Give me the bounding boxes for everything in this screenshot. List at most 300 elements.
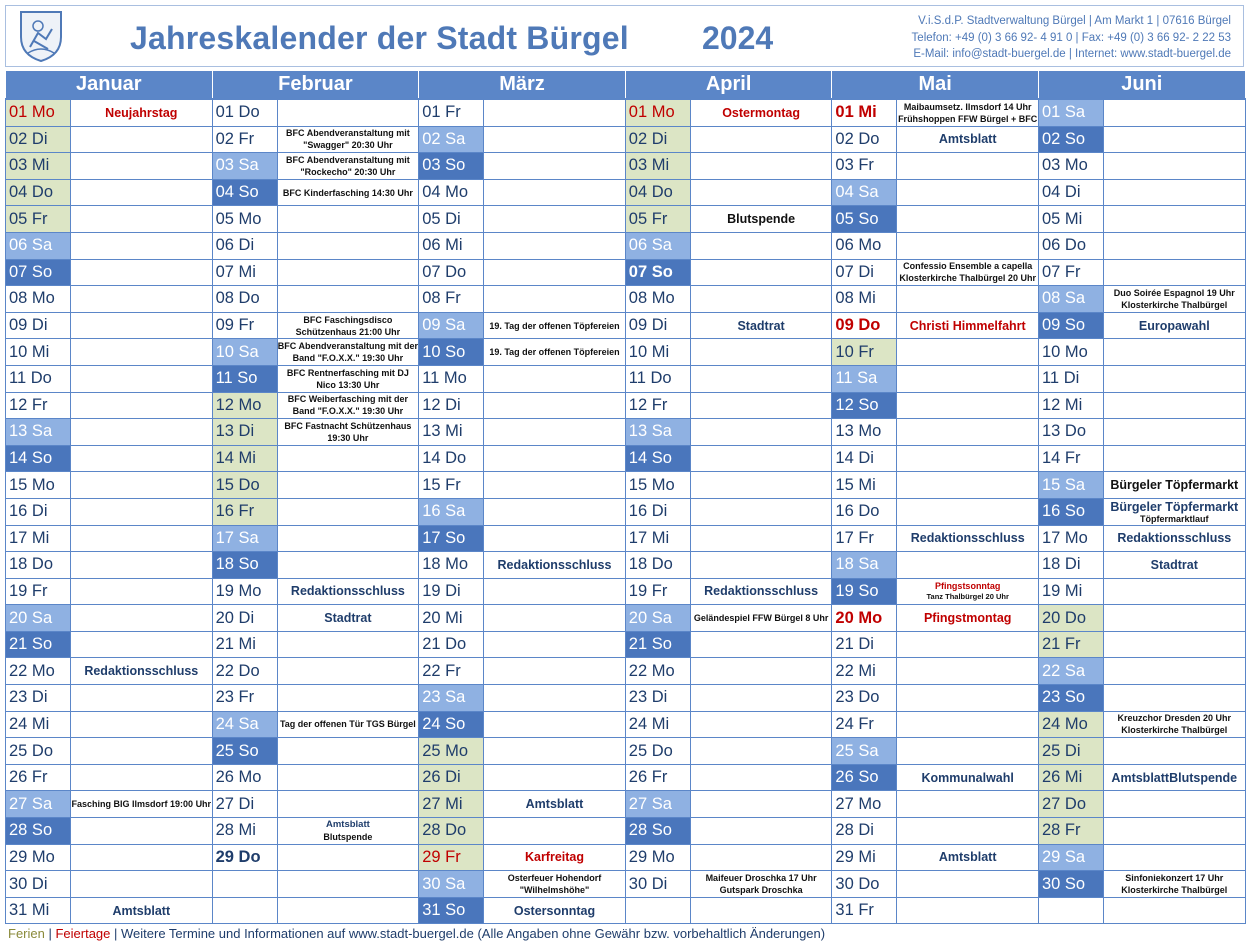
event-cell	[1103, 791, 1245, 818]
day-cell: 22 Mo	[625, 658, 690, 685]
event-cell: Confessio Ensemble a capella Klosterkirche Thalbürgel 20 Uhr	[897, 259, 1039, 286]
day-cell: 14 So	[6, 445, 71, 472]
day-cell: 20 Mi	[419, 605, 484, 632]
day-cell	[212, 897, 277, 924]
day-cell: 10 Fr	[832, 339, 897, 366]
event-cell	[897, 631, 1039, 658]
day-cell: 20 Mo	[832, 605, 897, 632]
day-row	[6, 206, 1246, 233]
footer-legend	[8, 926, 825, 941]
event-cell	[484, 472, 626, 499]
day-row	[6, 552, 1246, 579]
day-cell: 19 Mi	[1038, 578, 1103, 605]
day-cell: 17 Mo	[1038, 525, 1103, 552]
event-cell	[1103, 153, 1245, 180]
day-cell: 12 Fr	[6, 392, 71, 419]
event-cell	[71, 392, 213, 419]
day-cell: 07 Di	[832, 259, 897, 286]
event-cell	[1103, 206, 1245, 233]
event-cell: Ostermontag	[690, 99, 832, 126]
day-cell: 18 Do	[625, 552, 690, 579]
day-cell: 24 Mo	[1038, 711, 1103, 738]
town-crest-icon	[16, 9, 66, 63]
day-cell: 15 Mo	[625, 472, 690, 499]
event-cell	[71, 339, 213, 366]
event-cell	[690, 738, 832, 765]
day-cell: 25 Di	[1038, 738, 1103, 765]
event-cell: Blutspende	[690, 206, 832, 233]
day-cell: 03 Mo	[1038, 153, 1103, 180]
day-cell: 29 Mo	[625, 844, 690, 871]
event-cell	[71, 472, 213, 499]
day-row	[6, 631, 1246, 658]
day-cell: 01 Mo	[625, 99, 690, 126]
event-cell	[484, 286, 626, 313]
day-cell: 21 Do	[419, 631, 484, 658]
event-cell: Pfingstmontag	[897, 605, 1039, 632]
day-cell: 11 So	[212, 365, 277, 392]
day-cell: 02 Sa	[419, 126, 484, 153]
day-cell: 22 Fr	[419, 658, 484, 685]
event-cell	[71, 126, 213, 153]
event-cell	[1103, 685, 1245, 712]
day-cell: 07 Do	[419, 259, 484, 286]
day-cell: 04 Sa	[832, 179, 897, 206]
event-cell	[71, 153, 213, 180]
day-cell: 09 So	[1038, 312, 1103, 339]
day-cell: 05 Di	[419, 206, 484, 233]
day-row	[6, 685, 1246, 712]
event-cell	[71, 764, 213, 791]
day-cell: 04 So	[212, 179, 277, 206]
event-cell	[1103, 738, 1245, 765]
day-row	[6, 312, 1246, 339]
event-cell: Tag der offenen Tür TGS Bürgel	[277, 711, 419, 738]
event-cell: Duo Soirée Espagnol 19 Uhr Klosterkirche Thalbürgel	[1103, 286, 1245, 313]
event-cell: 19. Tag der offenen Töpfereien	[484, 339, 626, 366]
day-cell: 26 Fr	[6, 764, 71, 791]
day-cell: 15 Mi	[832, 472, 897, 499]
month-header-6: Juni	[1038, 71, 1245, 100]
event-cell	[1103, 179, 1245, 206]
event-cell: BFC Rentnerfasching mit DJ Nico 13:30 Uhr	[277, 365, 419, 392]
event-cell	[277, 818, 419, 845]
event-cell: BFC Abendveranstaltung mit "Swagger" 20:30 Uhr	[277, 126, 419, 153]
event-cell	[897, 445, 1039, 472]
event-cell	[897, 685, 1039, 712]
day-cell: 16 Do	[832, 498, 897, 525]
day-cell: 17 Sa	[212, 525, 277, 552]
day-cell: 16 Fr	[212, 498, 277, 525]
day-cell: 08 Mi	[832, 286, 897, 313]
event-cell: BFC Fastnacht Schützenhaus 19:30 Uhr	[277, 419, 419, 446]
event-cell	[277, 286, 419, 313]
day-row	[6, 259, 1246, 286]
day-row	[6, 99, 1246, 126]
day-cell: 12 Mi	[1038, 392, 1103, 419]
day-cell: 05 Fr	[625, 206, 690, 233]
day-cell: 27 Sa	[625, 791, 690, 818]
event-cell: Stadtrat	[1103, 552, 1245, 579]
event-cell	[897, 206, 1039, 233]
day-cell: 15 Fr	[419, 472, 484, 499]
event-cell	[277, 897, 419, 924]
day-cell	[212, 871, 277, 898]
event-cell: Bürgeler Töpfermarkt	[1103, 472, 1245, 499]
event-cell	[71, 365, 213, 392]
event-cell: Amtsblatt	[897, 126, 1039, 153]
day-cell: 01 Do	[212, 99, 277, 126]
day-cell: 19 Mo	[212, 578, 277, 605]
day-cell: 21 Fr	[1038, 631, 1103, 658]
contact-line-phone: Telefon: +49 (0) 3 66 92- 4 91 0 | Fax: +49 (0) 3 66 92- 2 22 53	[911, 31, 1231, 44]
day-cell: 31 So	[419, 897, 484, 924]
event-cell	[277, 631, 419, 658]
event-cell	[1103, 631, 1245, 658]
day-cell: 25 Mo	[419, 738, 484, 765]
day-cell: 01 Fr	[419, 99, 484, 126]
event-cell	[1103, 419, 1245, 446]
event-cell	[1103, 339, 1245, 366]
event-cell	[277, 472, 419, 499]
event-cell	[690, 552, 832, 579]
event-cell	[690, 179, 832, 206]
day-row	[6, 658, 1246, 685]
day-cell: 23 So	[1038, 685, 1103, 712]
event-cell	[897, 286, 1039, 313]
event-cell	[71, 498, 213, 525]
event-cell	[484, 259, 626, 286]
day-cell: 03 Sa	[212, 153, 277, 180]
day-cell: 03 Fr	[832, 153, 897, 180]
event-cell	[897, 791, 1039, 818]
day-cell: 15 Do	[212, 472, 277, 499]
event-cell: Redaktionsschluss	[484, 552, 626, 579]
day-row	[6, 525, 1246, 552]
day-row	[6, 339, 1246, 366]
event-cell	[484, 631, 626, 658]
day-cell: 09 Do	[832, 312, 897, 339]
event-cell	[897, 153, 1039, 180]
day-cell: 24 So	[419, 711, 484, 738]
day-cell: 14 Mi	[212, 445, 277, 472]
day-cell: 08 Mo	[6, 286, 71, 313]
day-cell: 13 Sa	[625, 419, 690, 446]
day-cell: 17 Mi	[6, 525, 71, 552]
event-cell	[1103, 897, 1245, 924]
day-row	[6, 472, 1246, 499]
day-cell: 24 Mi	[625, 711, 690, 738]
event-cell	[71, 286, 213, 313]
event-cell	[277, 871, 419, 898]
day-row	[6, 764, 1246, 791]
day-row	[6, 738, 1246, 765]
day-cell: 14 Do	[419, 445, 484, 472]
event-cell	[71, 818, 213, 845]
event-cell	[277, 764, 419, 791]
event-cell	[690, 764, 832, 791]
event-subtitle: Blutspende	[323, 831, 373, 842]
day-cell: 29 Do	[212, 844, 277, 871]
event-cell	[897, 419, 1039, 446]
event-cell: Maifeuer Droschka 17 Uhr Gutspark Droschka	[690, 871, 832, 898]
day-cell: 16 Di	[6, 498, 71, 525]
day-cell: 01 Sa	[1038, 99, 1103, 126]
day-cell: 10 Mi	[625, 339, 690, 366]
day-cell: 13 Mo	[832, 419, 897, 446]
day-cell: 03 Mi	[625, 153, 690, 180]
day-cell: 05 So	[832, 206, 897, 233]
event-cell	[897, 658, 1039, 685]
event-cell: BFC Abendveranstaltung mit der Band "F.O.X.X." 19:30 Uhr	[277, 339, 419, 366]
day-cell: 21 Di	[832, 631, 897, 658]
day-cell: 23 Di	[625, 685, 690, 712]
day-row	[6, 605, 1246, 632]
legend-feiertage: Feiertage	[55, 926, 111, 941]
event-cell	[484, 365, 626, 392]
day-row	[6, 419, 1246, 446]
day-cell: 18 Mo	[419, 552, 484, 579]
day-row	[6, 392, 1246, 419]
event-cell	[897, 472, 1039, 499]
event-cell	[690, 844, 832, 871]
event-cell	[71, 631, 213, 658]
event-cell: Amtsblatt	[484, 791, 626, 818]
day-cell: 27 Mi	[419, 791, 484, 818]
event-cell	[484, 764, 626, 791]
day-cell: 22 Sa	[1038, 658, 1103, 685]
event-cell	[277, 498, 419, 525]
event-cell: Christi Himmelfahrt	[897, 312, 1039, 339]
event-cell	[690, 259, 832, 286]
day-cell: 07 Mi	[212, 259, 277, 286]
event-cell	[277, 99, 419, 126]
event-cell	[484, 153, 626, 180]
day-cell: 06 Sa	[6, 232, 71, 259]
event-cell	[690, 392, 832, 419]
day-cell: 19 Di	[419, 578, 484, 605]
event-cell	[277, 738, 419, 765]
day-cell: 29 Fr	[419, 844, 484, 871]
event-cell: Amtsblatt	[71, 897, 213, 924]
event-cell	[897, 232, 1039, 259]
day-cell: 30 Di	[625, 871, 690, 898]
event-cell	[71, 525, 213, 552]
day-cell: 11 Sa	[832, 365, 897, 392]
event-cell	[71, 578, 213, 605]
event-cell: Maibaumsetz. Ilmsdorf 14 Uhr Frühshoppen FFW Bürgel + BFC	[897, 99, 1039, 126]
event-cell	[71, 605, 213, 632]
event-cell	[897, 578, 1039, 605]
day-cell: 03 So	[419, 153, 484, 180]
event-cell: Europawahl	[1103, 312, 1245, 339]
day-row	[6, 445, 1246, 472]
day-cell: 01 Mi	[832, 99, 897, 126]
day-cell: 12 Di	[419, 392, 484, 419]
day-cell: 10 Mo	[1038, 339, 1103, 366]
contact-info	[912, 13, 1231, 63]
event-cell: 19. Tag der offenen Töpfereien	[484, 312, 626, 339]
day-cell: 08 Sa	[1038, 286, 1103, 313]
event-cell	[277, 791, 419, 818]
event-cell	[71, 419, 213, 446]
event-cell: Sinfoniekonzert 17 Uhr Klosterkirche Thalbürgel	[1103, 871, 1245, 898]
day-cell: 05 Mo	[212, 206, 277, 233]
event-cell: Redaktionsschluss	[1103, 525, 1245, 552]
event-cell: Stadtrat	[277, 605, 419, 632]
day-cell: 27 Di	[212, 791, 277, 818]
month-header-row	[6, 71, 1246, 100]
legend-ferien: Ferien	[8, 926, 45, 941]
day-cell: 05 Mi	[1038, 206, 1103, 233]
event-cell	[897, 871, 1039, 898]
day-cell: 20 Do	[1038, 605, 1103, 632]
event-cell: Redaktionsschluss	[277, 578, 419, 605]
day-cell: 26 Fr	[625, 764, 690, 791]
day-cell: 31 Fr	[832, 897, 897, 924]
day-cell: 20 Di	[212, 605, 277, 632]
month-header-2: Februar	[212, 71, 419, 100]
day-cell: 17 So	[419, 525, 484, 552]
contact-line-address: V.i.S.d.P. Stadtverwaltung Bürgel | Am Markt 1 | 07616 Bürgel	[918, 15, 1231, 27]
day-cell: 01 Mo	[6, 99, 71, 126]
event-cell	[1103, 844, 1245, 871]
event-cell	[1103, 232, 1245, 259]
event-cell	[277, 685, 419, 712]
event-cell: Karfreitag	[484, 844, 626, 871]
day-cell: 04 Do	[6, 179, 71, 206]
day-cell: 18 Do	[6, 552, 71, 579]
day-cell: 24 Mi	[6, 711, 71, 738]
day-row	[6, 844, 1246, 871]
event-cell	[1103, 498, 1245, 525]
day-cell: 29 Mi	[832, 844, 897, 871]
day-cell: 04 Mo	[419, 179, 484, 206]
event-cell	[1103, 445, 1245, 472]
day-cell: 29 Sa	[1038, 844, 1103, 871]
event-cell: Fasching BIG Ilmsdorf 19:00 Uhr	[71, 791, 213, 818]
day-cell: 14 Fr	[1038, 445, 1103, 472]
day-cell: 26 Mi	[1038, 764, 1103, 791]
day-cell: 21 Mi	[212, 631, 277, 658]
day-cell: 27 Mo	[832, 791, 897, 818]
event-cell	[484, 525, 626, 552]
day-cell: 02 Fr	[212, 126, 277, 153]
event-cell	[897, 365, 1039, 392]
day-cell: 09 Sa	[419, 312, 484, 339]
day-cell: 18 So	[212, 552, 277, 579]
event-title: Amtsblatt	[325, 818, 370, 830]
event-cell	[1103, 365, 1245, 392]
event-cell	[897, 552, 1039, 579]
event-cell	[71, 206, 213, 233]
day-cell: 13 Do	[1038, 419, 1103, 446]
day-cell: 26 Mo	[212, 764, 277, 791]
event-cell	[690, 818, 832, 845]
event-cell	[484, 711, 626, 738]
event-cell	[277, 206, 419, 233]
month-header-4: April	[625, 71, 832, 100]
day-cell: 18 Sa	[832, 552, 897, 579]
day-cell: 10 So	[419, 339, 484, 366]
day-cell: 28 Fr	[1038, 818, 1103, 845]
event-cell	[484, 206, 626, 233]
day-cell: 28 Mi	[212, 818, 277, 845]
day-cell: 06 Di	[212, 232, 277, 259]
day-cell: 30 So	[1038, 871, 1103, 898]
calendar-year: 2024	[702, 20, 774, 56]
day-cell: 08 Mo	[625, 286, 690, 313]
event-title: Bürgeler Töpfermarkt	[1110, 499, 1239, 514]
day-cell: 22 Do	[212, 658, 277, 685]
event-cell	[484, 685, 626, 712]
month-header-3: März	[419, 71, 626, 100]
day-cell: 02 Di	[625, 126, 690, 153]
event-cell	[484, 658, 626, 685]
day-cell: 28 Do	[419, 818, 484, 845]
day-cell: 09 Fr	[212, 312, 277, 339]
event-cell	[690, 685, 832, 712]
day-cell: 19 Fr	[6, 578, 71, 605]
day-cell: 12 Fr	[625, 392, 690, 419]
event-cell	[71, 259, 213, 286]
event-cell	[897, 818, 1039, 845]
event-cell	[484, 99, 626, 126]
day-row	[6, 365, 1246, 392]
event-cell	[897, 897, 1039, 924]
legend-separator: |	[44, 926, 56, 941]
day-cell: 25 Sa	[832, 738, 897, 765]
event-cell	[277, 445, 419, 472]
event-cell	[897, 711, 1039, 738]
day-row	[6, 232, 1246, 259]
day-cell: 06 Do	[1038, 232, 1103, 259]
event-cell	[690, 339, 832, 366]
day-cell: 12 So	[832, 392, 897, 419]
day-cell: 17 Fr	[832, 525, 897, 552]
event-cell	[690, 498, 832, 525]
event-title: Amtsblatt	[1111, 770, 1170, 785]
event-cell	[71, 312, 213, 339]
event-cell	[277, 525, 419, 552]
month-header-5: Mai	[832, 71, 1039, 100]
event-cell	[1103, 392, 1245, 419]
day-cell: 07 Fr	[1038, 259, 1103, 286]
day-cell: 02 Do	[832, 126, 897, 153]
day-cell: 24 Fr	[832, 711, 897, 738]
event-cell	[897, 339, 1039, 366]
event-cell	[277, 658, 419, 685]
day-cell: 06 Mo	[832, 232, 897, 259]
day-cell: 23 Do	[832, 685, 897, 712]
day-cell: 14 Di	[832, 445, 897, 472]
day-row	[6, 818, 1246, 845]
day-cell: 22 Mi	[832, 658, 897, 685]
day-cell: 06 Mi	[419, 232, 484, 259]
event-subtitle: Töpfermarktlauf	[1140, 513, 1209, 524]
day-cell: 13 Sa	[6, 419, 71, 446]
day-row	[6, 897, 1246, 924]
event-cell	[484, 126, 626, 153]
event-cell	[690, 525, 832, 552]
event-cell: Redaktionsschluss	[71, 658, 213, 685]
event-cell	[71, 232, 213, 259]
day-cell: 02 So	[1038, 126, 1103, 153]
day-cell: 09 Di	[625, 312, 690, 339]
day-cell: 08 Fr	[419, 286, 484, 313]
day-cell: 23 Di	[6, 685, 71, 712]
day-row	[6, 153, 1246, 180]
